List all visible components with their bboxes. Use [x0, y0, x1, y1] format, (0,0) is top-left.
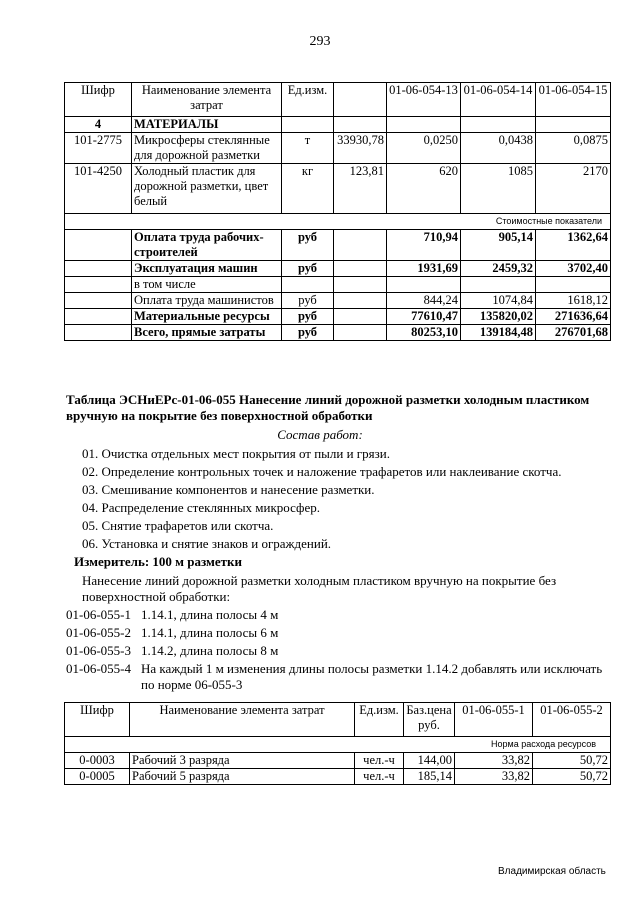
variant-code: 01-06-055-1 — [66, 607, 131, 622]
subheader-row — [65, 214, 611, 230]
header-price — [334, 83, 387, 117]
header-col-1: 01-06-055-1 — [455, 703, 533, 737]
work-item: 05. Снятие трафаретов или скотча. — [82, 518, 274, 533]
header-col-15: 01-06-054-15 — [536, 83, 611, 117]
work-item: 03. Смешивание компонентов и нанесение разметки. — [82, 482, 375, 497]
subheader-resource-norm: Норма расхода ресурсов — [65, 737, 611, 753]
section-title-cont: вручную на покрытие без поверхностной обработки — [66, 408, 373, 423]
table-row: в том числе — [65, 277, 611, 293]
variant-text-cont: по норме 06-055-3 — [141, 677, 243, 692]
work-item: 04. Распределение стеклянных микросфер. — [82, 500, 320, 515]
section-code: 4 — [65, 117, 132, 133]
header-col-13: 01-06-054-13 — [387, 83, 461, 117]
table-row: Оплата труда машинистов руб 844,24 1074,84 1618,12 — [65, 293, 611, 309]
variant-code: 01-06-055-3 — [66, 643, 131, 658]
work-item: 01. Очистка отдельных мест покрытия от пыли и грязи. — [82, 446, 390, 461]
footer-region: Владимирская область — [498, 866, 606, 877]
header-col-14: 01-06-054-14 — [461, 83, 536, 117]
table-row: Эксплуатация машин руб 1931,69 2459,32 3702,40 — [65, 261, 611, 277]
resource-table-054 — [64, 82, 611, 341]
description: Нанесение линий дорожной разметки холодным пластиком вручную на покрытие без — [82, 573, 557, 588]
subheader-row — [65, 737, 611, 753]
header-base-price: Баз.цена руб. — [404, 703, 455, 737]
section-label: МАТЕРИАЛЫ — [132, 117, 282, 133]
variant-code: 01-06-055-2 — [66, 625, 131, 640]
table-row: Материальные ресурсы руб 77610,47 135820,02 271636,64 — [65, 309, 611, 325]
table-row: 0-0003 Рабочий 3 разряда чел.-ч 144,00 33,82 50,72 — [65, 753, 611, 769]
composition-title: Состав работ: — [277, 427, 363, 442]
section-title: Таблица ЭСНиЕРс-01-06-055 Нанесение линий дорожной разметки холодным пластиком — [66, 392, 590, 407]
variant-text: 1.14.1, длина полосы 4 м — [141, 607, 279, 622]
header-unit: Ед.изм. — [355, 703, 404, 737]
page-number: 293 — [309, 34, 331, 49]
variant-text: 1.14.2, длина полосы 8 м — [141, 643, 279, 658]
header-unit: Ед.изм. — [282, 83, 334, 117]
header-code: Шифр — [65, 83, 132, 117]
work-item: 06. Установка и снятие знаков и ограждений. — [82, 536, 332, 551]
header-col-2: 01-06-055-2 — [533, 703, 611, 737]
header-code: Шифр — [65, 703, 130, 737]
variant-text: На каждый 1 м изменения длины полосы разметки 1.14.2 добавлять или исключать — [141, 661, 603, 676]
variant-text: 1.14.1, длина полосы 6 м — [141, 625, 279, 640]
table-row: 0-0005 Рабочий 5 разряда чел.-ч 185,14 33,82 50,72 — [65, 769, 611, 785]
work-item: 02. Определение контрольных точек и наложение трафаретов или наклеивание скотча. — [82, 464, 562, 479]
header-name: Наименование элемента затрат — [130, 703, 355, 737]
table-row: 101-4250 Холодный пластик для дорожной разметки, цвет белый кг 123,81 620 1085 2170 — [65, 164, 611, 214]
table-row — [65, 117, 611, 133]
variant-code: 01-06-055-4 — [66, 661, 131, 676]
meter-label: Измеритель: 100 м разметки — [74, 554, 243, 569]
table-header-row — [65, 703, 611, 737]
table-row: Оплата труда рабочих-строителей руб 710,94 905,14 1362,64 — [65, 230, 611, 261]
header-name: Наименование элемента затрат — [132, 83, 282, 117]
subheader-cost-indicators: Стоимостные показатели — [65, 214, 611, 230]
description-cont: поверхностной обработки: — [82, 589, 231, 604]
resource-table-055 — [64, 702, 611, 785]
table-header-row — [65, 83, 611, 117]
table-row: 101-2775 Микросферы стеклянные для дорожной разметки т 33930,78 0,0250 0,0438 0,0875 — [65, 133, 611, 164]
table-row: Всего, прямые затраты руб 80253,10 139184,48 276701,68 — [65, 325, 611, 341]
